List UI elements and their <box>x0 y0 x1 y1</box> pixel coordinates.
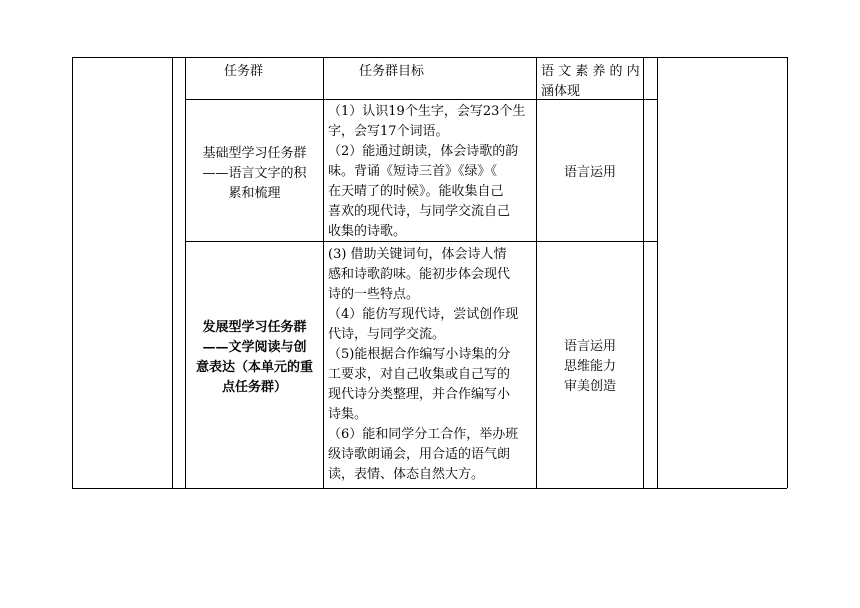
row2-literacy <box>537 337 643 397</box>
row1-literacy: 语言运用 <box>563 165 616 180</box>
row2-goal-line: 诗集。 <box>328 407 368 422</box>
header-task-group: 任务群 <box>224 64 264 79</box>
header-literacy-line: 语 文 素 养 的 内 <box>541 64 640 79</box>
table-bottom-border <box>72 488 787 489</box>
row1-task-group-line: 基础型学习任务群 <box>202 146 307 161</box>
table-top-border <box>72 57 787 58</box>
row2-literacy-line: 思维能力 <box>563 359 616 374</box>
row2-task-group-line: 发展型学习任务群 <box>202 320 307 335</box>
column-divider-4 <box>536 57 537 488</box>
outer-right-border <box>787 57 788 488</box>
row2-literacy-line: 审美创造 <box>563 379 616 394</box>
row1-goal-line: （2）能通过朗读，体会诗歌的韵 <box>328 144 519 159</box>
row2-task-group <box>186 318 323 398</box>
row2-goal-line: 现代诗分类整理，并合作编写小 <box>328 387 511 402</box>
row1-goal-line: 字，会写17个词语。 <box>328 124 449 139</box>
row2-task-group-line: 点任务群） <box>221 380 287 395</box>
row2-goals <box>328 245 518 485</box>
row1-goal-line: 味。背诵《短诗三首》《绿》《 <box>328 164 498 179</box>
column-divider-5 <box>643 57 644 488</box>
row2-goal-line: （5)能根据合作编写小诗集的分 <box>328 347 511 362</box>
row2-goal-line: 级诗歌朗诵会，用合适的语气朗 <box>328 447 511 462</box>
row1-task-group-line: 累和梳理 <box>228 186 281 201</box>
row1-goal-line: 在天晴了的时候》。能收集自己 <box>328 184 504 199</box>
row2-task-group-line: 意表达（本单元的重 <box>195 360 313 375</box>
row1-goal-line: 收集的诗歌。 <box>328 224 407 239</box>
row1-goal-line: 喜欢的现代诗，与同学交流自己 <box>328 204 511 219</box>
header-literacy <box>541 62 640 102</box>
row2-goal-line: 诗的一些特点。 <box>328 287 420 302</box>
header-literacy-line: 涵体现 <box>541 84 581 99</box>
row2-goal-line: （6）能和同学分工合作，举办班 <box>328 427 519 442</box>
column-divider-1 <box>172 57 173 488</box>
header-task-goal: 任务群目标 <box>359 64 425 79</box>
row2-literacy-line: 语言运用 <box>563 339 616 354</box>
row2-goal-line: 工要求，对自己收集或自己写的 <box>328 367 511 382</box>
row2-goal-line: （4）能仿写现代诗，尝试创作现 <box>328 307 519 322</box>
row1-task-group-line: ——语言文字的积 <box>202 166 307 181</box>
row2-goal-line: (3) 借助关键词句，体会诗人情 <box>328 247 507 262</box>
row2-goal-line: 代诗，与同学交流。 <box>328 327 446 342</box>
column-divider-6 <box>657 57 658 488</box>
row1-task-group <box>186 144 323 204</box>
row1-goals <box>328 102 525 242</box>
outer-left-border <box>72 57 73 488</box>
row2-goal-line: 感和诗歌韵味。能初步体会现代 <box>328 267 511 282</box>
row1-goal-line: （1）认识19个生字，会写23个生 <box>328 104 526 119</box>
row2-goal-line: 读，表情、体态自然大方。 <box>328 467 485 482</box>
row2-task-group-line: ——文学阅读与创 <box>202 340 307 355</box>
column-divider-3 <box>323 57 324 488</box>
column-divider-2 <box>185 57 186 488</box>
